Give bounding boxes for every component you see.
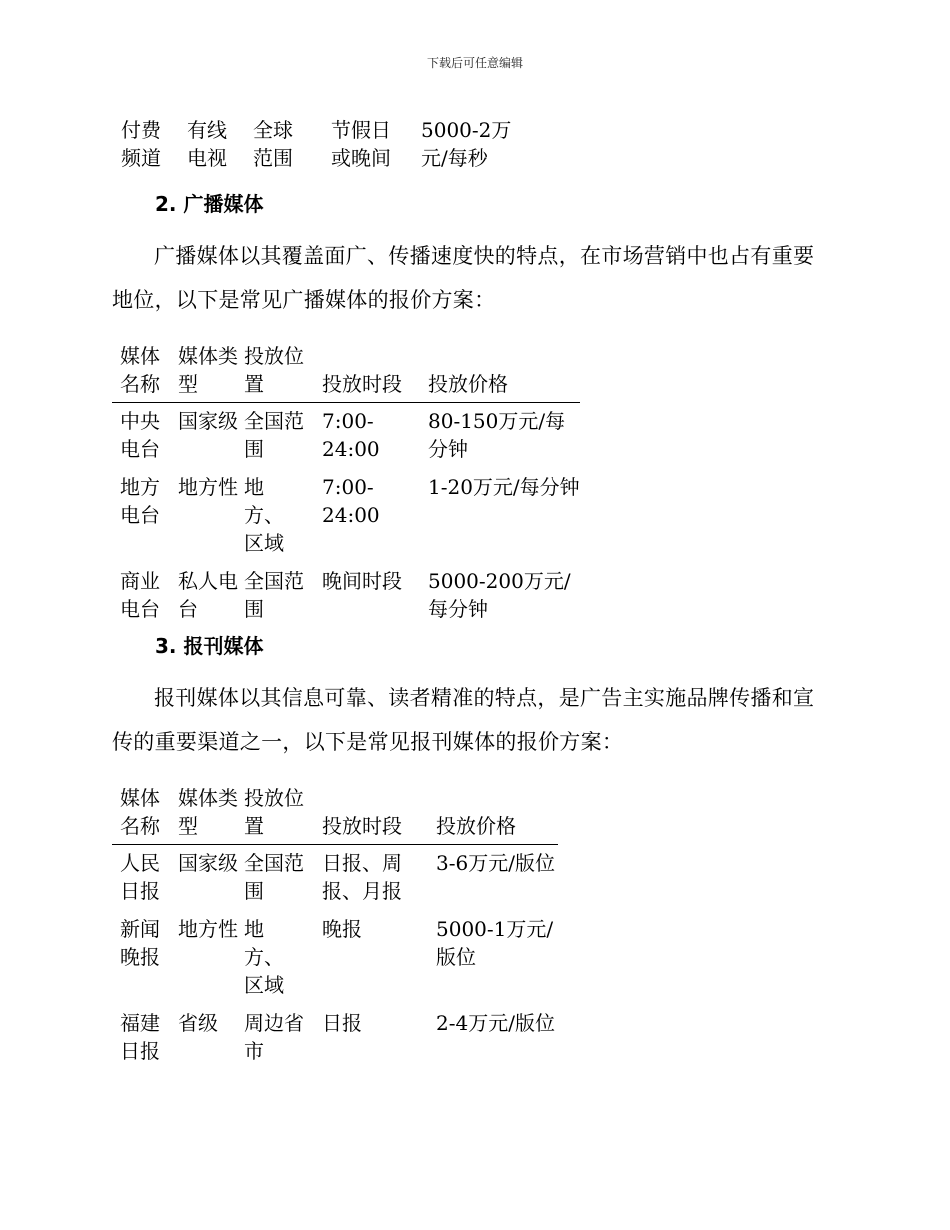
- cell-price: 80-150万元/每分钟: [428, 409, 566, 461]
- cell-position-text: 地方、区域: [244, 917, 284, 997]
- col-header-position: 投放位置: [244, 786, 304, 838]
- newspaper-paragraph: 报刊媒体以其信息可靠、读者精准的特点，是广告主实施品牌传播和宣传的重要渠道之一，以下是常见报刊媒体的报价方案：: [112, 686, 815, 754]
- col-header-time: 投放时段: [322, 814, 402, 838]
- table-row: [112, 469, 580, 563]
- cell-name: 新闻晚报: [120, 917, 160, 969]
- cell-name: 福建日报: [120, 1011, 160, 1063]
- cell-time: 7:00-24:00: [322, 475, 380, 527]
- cell-type: 私人电台: [178, 569, 238, 621]
- cell-time: 晚间时段: [322, 569, 402, 593]
- cell-name: 地方电台: [120, 475, 160, 527]
- col-header-price: 投放价格: [428, 372, 508, 396]
- table-header-row: [112, 784, 558, 845]
- cell-time: 日报、周报、月报: [322, 851, 402, 903]
- cell-type: 地方性: [178, 475, 238, 499]
- cell-price: 5000-200万元/每分钟: [428, 569, 571, 621]
- newspaper-heading: 3. 报刊媒体: [155, 634, 264, 658]
- table-row: [112, 911, 558, 1005]
- tv-tail-type: 有线电视: [187, 118, 227, 170]
- table-row: [112, 403, 580, 470]
- cell-position: 全国范围: [244, 851, 304, 903]
- table-row: [112, 563, 580, 629]
- col-header-type: 媒体类型: [178, 786, 238, 838]
- tv-tail-position: 全球范围: [253, 118, 293, 170]
- newspaper-price-table: [112, 784, 558, 1071]
- col-header-type: 媒体类型: [178, 344, 238, 396]
- cell-name: 中央电台: [120, 409, 160, 461]
- cell-type: 省级: [178, 1011, 218, 1035]
- cell-name: 人民日报: [120, 851, 160, 903]
- cell-position: 全国范围: [244, 409, 304, 461]
- col-header-name: 媒体名称: [120, 344, 160, 396]
- col-header-position: 投放位置: [244, 344, 304, 396]
- radio-heading: 2. 广播媒体: [155, 192, 264, 216]
- cell-time: 7:00-24:00: [322, 409, 380, 461]
- cell-time: 日报: [322, 1011, 362, 1035]
- radio-paragraph: 广播媒体以其覆盖面广、传播速度快的特点，在市场营销中也占有重要地位，以下是常见广播媒体的报价方案：: [112, 244, 815, 312]
- radio-price-table: [112, 342, 580, 629]
- cell-position: 周边省市: [244, 1011, 304, 1063]
- cell-price: 5000-1万元/版位: [436, 917, 554, 969]
- table-header-row: [112, 342, 580, 403]
- cell-type: 地方性: [178, 917, 238, 941]
- cell-type: 国家级: [178, 851, 238, 875]
- cell-price: 2-4万元/版位: [436, 1011, 555, 1035]
- cell-type: 国家级: [178, 409, 238, 433]
- tv-tail-price: 5000-2万元/每秒: [421, 118, 512, 170]
- cell-price: 1-20万元/每分钟: [428, 475, 580, 499]
- cell-position: [244, 911, 322, 1005]
- col-header-price: 投放价格: [436, 814, 516, 838]
- page-header: 下载后可任意编辑: [426, 56, 523, 70]
- tv-tail-time: 节假日或晚间: [331, 118, 391, 170]
- table-row: [112, 845, 558, 912]
- tv-tail-name: 付费频道: [121, 118, 161, 170]
- col-header-time: 投放时段: [322, 372, 402, 396]
- cell-position: 全国范围: [244, 569, 304, 621]
- col-header-name: 媒体名称: [120, 786, 160, 838]
- cell-position: [244, 469, 322, 563]
- table-row: [112, 1005, 558, 1071]
- cell-position-text: 地方、区域: [244, 475, 284, 555]
- cell-time: 晚报: [322, 917, 362, 941]
- cell-price: 3-6万元/版位: [436, 851, 555, 875]
- cell-name: 商业电台: [120, 569, 160, 621]
